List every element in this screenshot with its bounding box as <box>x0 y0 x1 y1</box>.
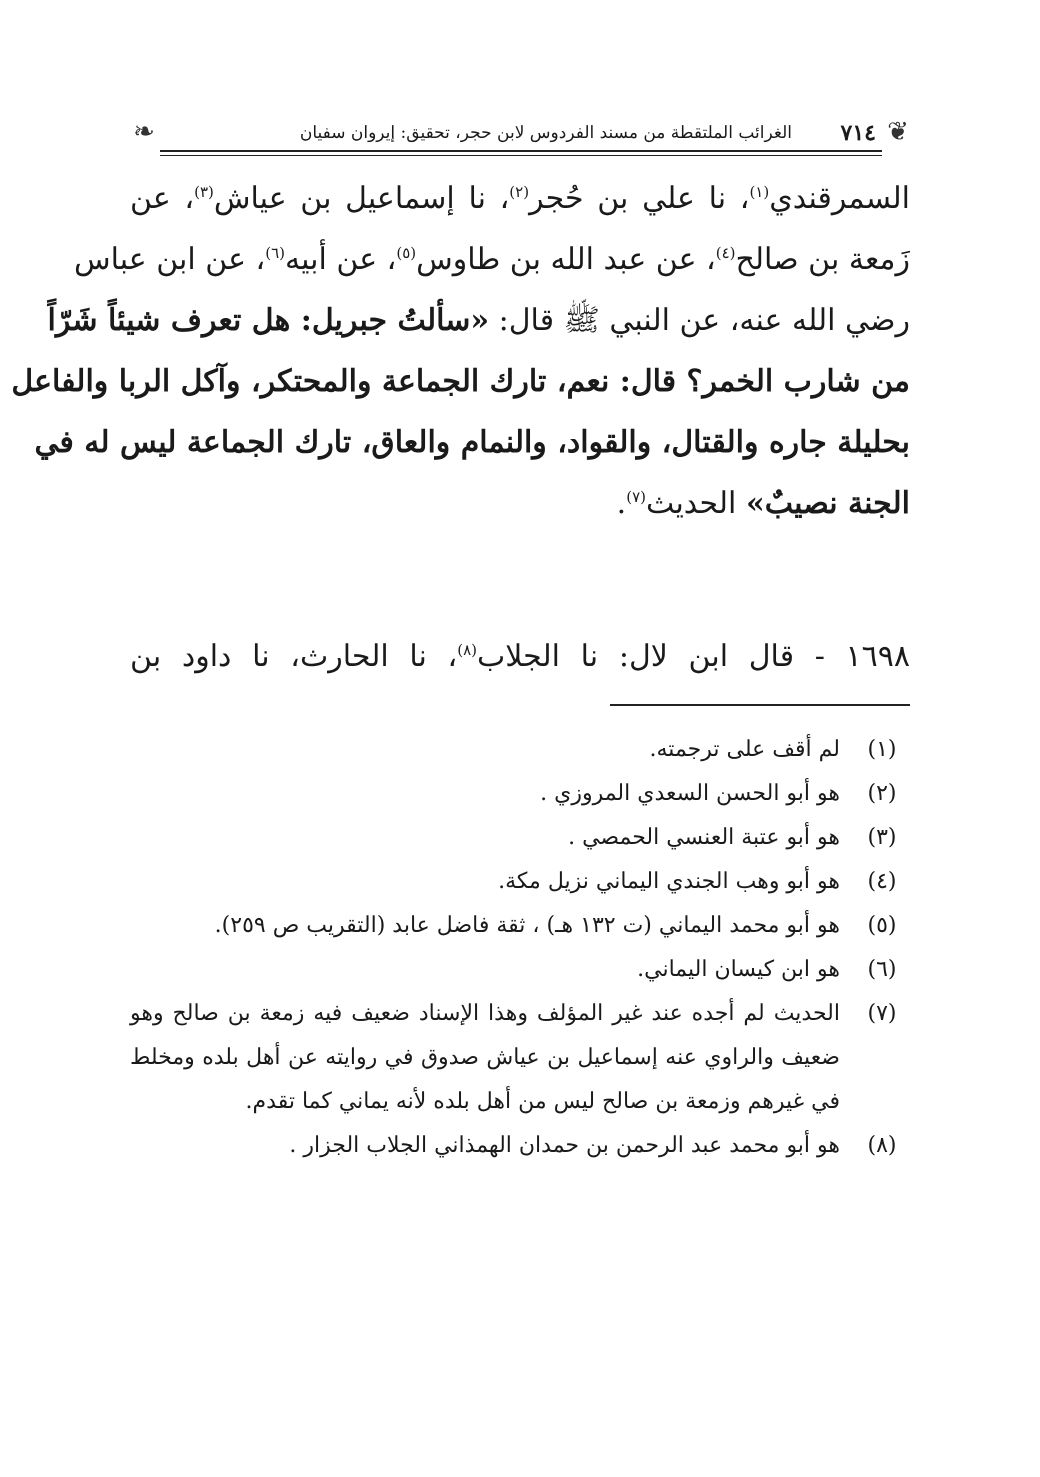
footnote-item <box>130 772 910 816</box>
footnote-text: هو أبو محمد اليماني (ت ١٣٢ هـ) ، ثقة فاضل عابد (التقريب ص ٢٥٩). <box>214 913 840 938</box>
footnote-item <box>130 860 910 904</box>
footnote-item <box>130 904 910 948</box>
main-line-2: زَمعة بن صالح$^{(٤)}$، عن عبد الله بن طاوس$^{(٥)}$، عن أبيه$^{(٦)}$، عن ابن عباس <box>73 242 910 277</box>
page-number: ٧١٤ <box>840 120 876 146</box>
footnote-number: (٨) <box>867 1133 897 1158</box>
footnote-ref[interactable]: (٨) <box>457 641 477 659</box>
footnote-divider <box>610 704 910 706</box>
footnote-ref[interactable]: (٣) <box>194 183 214 201</box>
footnote-text: لم أقف على ترجمته. <box>649 737 840 762</box>
footnote-number: (٥) <box>867 913 897 938</box>
footnote-item <box>130 1124 910 1168</box>
main-line-5: بحليلة جاره والقتال، والقواد، والنمام والعاق، تارك الجماعة ليس له في <box>34 425 910 460</box>
footnote-ref[interactable]: (٥) <box>396 244 417 262</box>
footnote-text: هو أبو الحسن السعدي المروزي . <box>540 781 840 806</box>
running-title: الغرائب الملتقطة من مسند الفردوس لابن حجر، تحقيق: إيروان سفيان <box>299 123 792 143</box>
floral-ornament-icon: ❧ <box>133 117 155 147</box>
hadith-entry-1698: ١٦٩٨ - قال ابن لال: نا الجلاب$^{(٨)}$، نا الحارث، نا داود بن <box>130 639 910 674</box>
footnote-ref[interactable]: (٦) <box>265 244 285 262</box>
footnote-text: هو أبو عتبة العنسي الحمصي . <box>568 825 840 850</box>
footnote-text: هو ابن كيسان اليماني. <box>637 957 840 982</box>
footnote-number: (٢) <box>867 781 897 806</box>
footnote-number: (١) <box>867 737 897 762</box>
main-line-1: السمرقندي$^{(١)}$، نا علي بن حُجر$^{(٢)}$، نا إسماعيل بن عياش$^{(٣)}$، عن <box>130 181 910 216</box>
footnote-text: الحديث لم أجده عند غير المؤلف وهذا الإسناد ضعيف فيه زمعة بن صالح وهو ضعيف والراوي عنه إسماعيل بن عياش صدوق في روايته عن أهل بلده ومخلط في غيرهم وزمعة بن صالح ليس من أهل بلده لأنه يماني كما تقدم. <box>130 1001 840 1114</box>
footnote-number: (٧) <box>867 1001 897 1026</box>
header-rule-thin <box>160 155 882 156</box>
hadith-text: «سألتُ جبريل: هل تعرف شيئاً شَرّاً <box>47 303 490 338</box>
footnote-ref[interactable]: (٤) <box>715 244 736 262</box>
main-line-4: من شارب الخمر؟ قال: نعم، تارك الجماعة والمحتكر، وآكل الربا والفاعل <box>11 364 910 399</box>
footnote-item <box>130 948 910 992</box>
footnote-ref[interactable]: (١) <box>749 183 770 201</box>
main-line-6: الجنة نصيبٌ» الحديث$^{(٧)}$. <box>616 486 910 521</box>
footnote-number: (٤) <box>867 869 897 894</box>
main-text <box>11 168 910 534</box>
footnote-ref[interactable]: (٢) <box>509 183 530 201</box>
footnote-item <box>130 816 910 860</box>
footnote-number: (٣) <box>867 825 897 850</box>
footnote-text: هو أبو محمد عبد الرحمن بن حمدان الهمذاني الجلاب الجزار . <box>289 1133 840 1158</box>
footnote-item <box>130 728 910 772</box>
page-header <box>130 112 912 162</box>
main-line-3: رضي الله عنه، عن النبي ﷺ قال: «سألتُ جبريل: هل تعرف شيئاً شَرّاً <box>47 303 910 338</box>
footnotes <box>130 728 910 1168</box>
footnote-number: (٦) <box>867 957 897 982</box>
footnote-item <box>130 992 910 1124</box>
floral-ornament-icon: ❦ <box>887 117 909 147</box>
header-rule <box>160 150 882 152</box>
footnote-ref[interactable]: (٧) <box>626 488 646 506</box>
footnote-text: هو أبو وهب الجندي اليماني نزيل مكة. <box>498 869 840 894</box>
